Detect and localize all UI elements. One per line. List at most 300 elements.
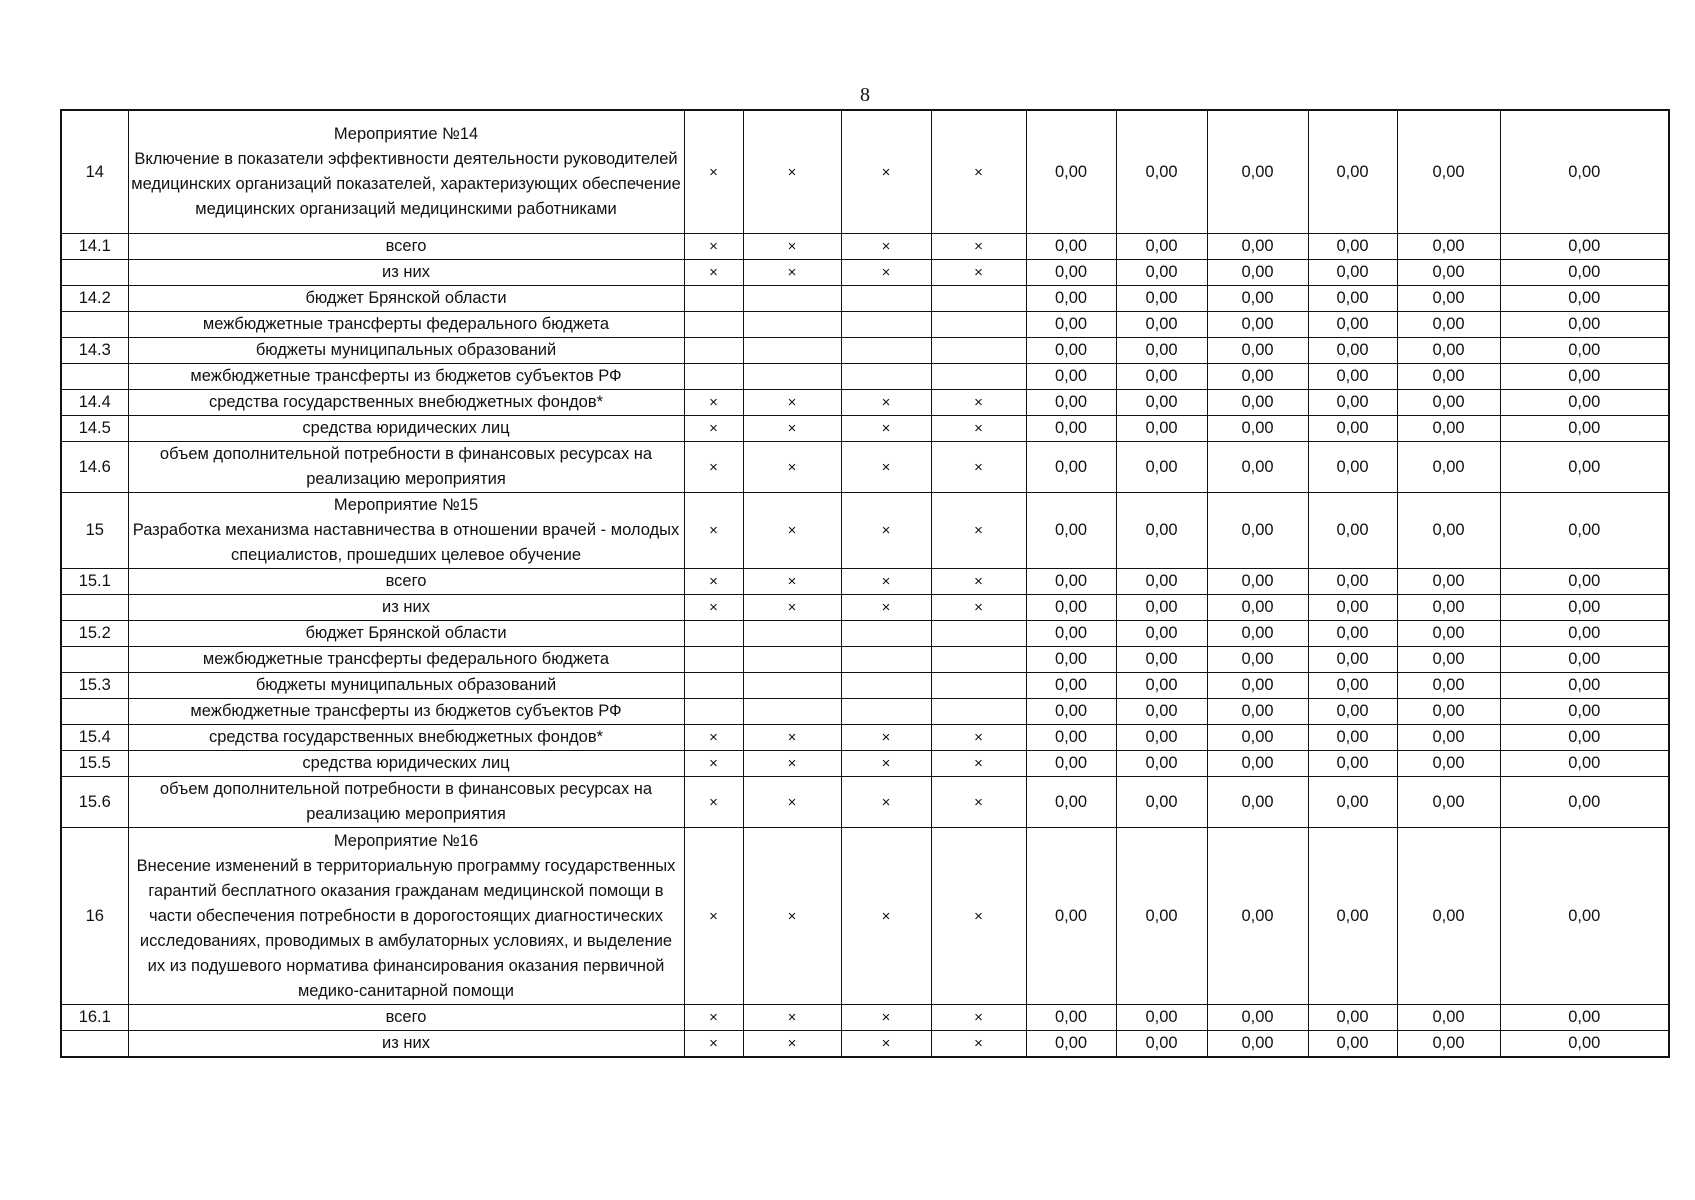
value-cell: 0,00 (1116, 751, 1207, 777)
value-cell: 0,00 (1116, 621, 1207, 647)
mark-cell (684, 338, 743, 364)
value-cell: 0,00 (1397, 725, 1500, 751)
value-cell: 0,00 (1207, 260, 1308, 286)
mark-cell: × (743, 234, 841, 260)
table-row (61, 673, 1669, 699)
value-cell: 0,00 (1116, 699, 1207, 725)
mark-cell: × (931, 390, 1026, 416)
row-code: 15.1 (61, 569, 128, 595)
value-cell: 0,00 (1500, 621, 1669, 647)
value-cell: 0,00 (1500, 647, 1669, 673)
mark-cell: × (841, 260, 931, 286)
table-row (61, 647, 1669, 673)
mark-cell (931, 338, 1026, 364)
description-line: объем дополнительной потребности в финансовых ресурсах на реализацию мероприятия (159, 445, 653, 488)
table-row (61, 493, 1669, 569)
value-cell: 0,00 (1026, 777, 1116, 828)
mark-cell: × (684, 751, 743, 777)
value-cell: 0,00 (1116, 442, 1207, 493)
value-cell: 0,00 (1026, 647, 1116, 673)
description-line: Мероприятие №16 (333, 831, 479, 850)
mark-cell: × (841, 595, 931, 621)
row-description (128, 725, 684, 751)
description-line: средства государственных внебюджетных фондов* (208, 393, 604, 411)
row-code: 14.6 (61, 442, 128, 493)
mark-cell: × (684, 1031, 743, 1058)
row-code: 14.1 (61, 234, 128, 260)
value-cell: 0,00 (1500, 442, 1669, 493)
row-description (128, 312, 684, 338)
value-cell: 0,00 (1026, 234, 1116, 260)
description-line: средства юридических лиц (302, 419, 510, 437)
value-cell: 0,00 (1397, 595, 1500, 621)
row-description (128, 828, 684, 1005)
mark-cell: × (684, 777, 743, 828)
mark-cell: × (931, 777, 1026, 828)
row-code (61, 364, 128, 390)
description-line: Мероприятие №15 (333, 496, 479, 514)
table-row (61, 725, 1669, 751)
value-cell: 0,00 (1500, 390, 1669, 416)
mark-cell: × (684, 595, 743, 621)
mark-cell: × (931, 1031, 1026, 1058)
row-description (128, 621, 684, 647)
row-code: 15.5 (61, 751, 128, 777)
value-cell: 0,00 (1397, 338, 1500, 364)
mark-cell: × (684, 1005, 743, 1031)
table-row (61, 595, 1669, 621)
table-row (61, 390, 1669, 416)
value-cell: 0,00 (1397, 312, 1500, 338)
value-cell: 0,00 (1207, 390, 1308, 416)
description-line: бюджеты муниципальных образований (255, 676, 557, 694)
value-cell: 0,00 (1500, 312, 1669, 338)
value-cell: 0,00 (1026, 828, 1116, 1005)
row-description (128, 699, 684, 725)
value-cell: 0,00 (1308, 110, 1397, 234)
value-cell: 0,00 (1026, 673, 1116, 699)
mark-cell (841, 699, 931, 725)
value-cell: 0,00 (1026, 416, 1116, 442)
value-cell: 0,00 (1500, 673, 1669, 699)
row-code (61, 1031, 128, 1058)
mark-cell: × (841, 1031, 931, 1058)
description-line: межбюджетные трансферты федерального бюджета (202, 315, 610, 333)
mark-cell: × (743, 1005, 841, 1031)
mark-cell: × (743, 390, 841, 416)
row-code: 16 (61, 828, 128, 1005)
mark-cell (841, 673, 931, 699)
mark-cell (841, 364, 931, 390)
row-code: 14.4 (61, 390, 128, 416)
mark-cell: × (931, 493, 1026, 569)
value-cell: 0,00 (1500, 234, 1669, 260)
value-cell: 0,00 (1116, 110, 1207, 234)
mark-cell: × (931, 234, 1026, 260)
mark-cell: × (684, 725, 743, 751)
row-code: 15.4 (61, 725, 128, 751)
value-cell: 0,00 (1207, 442, 1308, 493)
value-cell: 0,00 (1026, 493, 1116, 569)
value-cell: 0,00 (1116, 777, 1207, 828)
row-code: 16.1 (61, 1005, 128, 1031)
mark-cell: × (931, 828, 1026, 1005)
row-code: 14.3 (61, 338, 128, 364)
value-cell: 0,00 (1026, 286, 1116, 312)
value-cell: 0,00 (1308, 569, 1397, 595)
description-line: всего (385, 572, 427, 590)
value-cell: 0,00 (1207, 725, 1308, 751)
value-cell: 0,00 (1116, 725, 1207, 751)
table-row (61, 569, 1669, 595)
value-cell: 0,00 (1397, 442, 1500, 493)
value-cell: 0,00 (1116, 390, 1207, 416)
mark-cell: × (743, 777, 841, 828)
row-code (61, 699, 128, 725)
row-description (128, 647, 684, 673)
mark-cell: × (931, 569, 1026, 595)
value-cell: 0,00 (1397, 1005, 1500, 1031)
table-row (61, 828, 1669, 1005)
financing-table (60, 109, 1670, 1058)
value-cell: 0,00 (1207, 1005, 1308, 1031)
mark-cell: × (743, 416, 841, 442)
description-line: средства государственных внебюджетных фондов* (208, 728, 604, 746)
row-description (128, 110, 684, 234)
table-row (61, 364, 1669, 390)
value-cell: 0,00 (1207, 621, 1308, 647)
description-line: объем дополнительной потребности в финансовых ресурсах на реализацию мероприятия (159, 780, 653, 823)
value-cell: 0,00 (1397, 416, 1500, 442)
mark-cell: × (743, 493, 841, 569)
value-cell: 0,00 (1207, 673, 1308, 699)
value-cell: 0,00 (1308, 364, 1397, 390)
value-cell: 0,00 (1207, 1031, 1308, 1058)
mark-cell (684, 286, 743, 312)
mark-cell: × (684, 493, 743, 569)
mark-cell: × (931, 110, 1026, 234)
mark-cell: × (743, 751, 841, 777)
value-cell: 0,00 (1397, 621, 1500, 647)
value-cell: 0,00 (1026, 725, 1116, 751)
value-cell: 0,00 (1308, 621, 1397, 647)
description-line: всего (385, 237, 427, 255)
mark-cell: × (743, 260, 841, 286)
value-cell: 0,00 (1116, 286, 1207, 312)
mark-cell: × (931, 595, 1026, 621)
value-cell: 0,00 (1308, 751, 1397, 777)
value-cell: 0,00 (1308, 725, 1397, 751)
value-cell: 0,00 (1308, 286, 1397, 312)
mark-cell: × (841, 828, 931, 1005)
mark-cell (931, 312, 1026, 338)
value-cell: 0,00 (1308, 1031, 1397, 1058)
value-cell: 0,00 (1500, 110, 1669, 234)
value-cell: 0,00 (1397, 647, 1500, 673)
value-cell: 0,00 (1500, 595, 1669, 621)
table-body (61, 110, 1669, 1057)
value-cell: 0,00 (1397, 364, 1500, 390)
mark-cell: × (684, 260, 743, 286)
mark-cell (743, 364, 841, 390)
value-cell: 0,00 (1026, 364, 1116, 390)
mark-cell (684, 312, 743, 338)
mark-cell: × (841, 110, 931, 234)
value-cell: 0,00 (1116, 1031, 1207, 1058)
table-row (61, 110, 1669, 234)
row-description (128, 260, 684, 286)
row-description (128, 673, 684, 699)
mark-cell (841, 286, 931, 312)
value-cell: 0,00 (1026, 1031, 1116, 1058)
page-number: 8 (860, 84, 870, 106)
value-cell: 0,00 (1026, 569, 1116, 595)
row-description (128, 595, 684, 621)
table-row (61, 260, 1669, 286)
value-cell: 0,00 (1500, 260, 1669, 286)
value-cell: 0,00 (1397, 493, 1500, 569)
row-code: 14.2 (61, 286, 128, 312)
table-row (61, 751, 1669, 777)
row-description (128, 751, 684, 777)
mark-cell: × (684, 416, 743, 442)
mark-cell (684, 699, 743, 725)
mark-cell: × (743, 110, 841, 234)
mark-cell: × (684, 569, 743, 595)
value-cell: 0,00 (1397, 234, 1500, 260)
mark-cell: × (841, 234, 931, 260)
mark-cell: × (841, 569, 931, 595)
table-row (61, 621, 1669, 647)
mark-cell (931, 699, 1026, 725)
value-cell: 0,00 (1308, 647, 1397, 673)
mark-cell: × (684, 828, 743, 1005)
row-description (128, 569, 684, 595)
row-code (61, 260, 128, 286)
value-cell: 0,00 (1207, 338, 1308, 364)
value-cell: 0,00 (1308, 416, 1397, 442)
mark-cell: × (841, 493, 931, 569)
value-cell: 0,00 (1116, 673, 1207, 699)
description-line: средства юридических лиц (302, 754, 510, 772)
row-description (128, 442, 684, 493)
value-cell: 0,00 (1500, 777, 1669, 828)
value-cell: 0,00 (1116, 260, 1207, 286)
mark-cell: × (931, 1005, 1026, 1031)
row-code: 15.3 (61, 673, 128, 699)
value-cell: 0,00 (1500, 699, 1669, 725)
value-cell: 0,00 (1397, 286, 1500, 312)
value-cell: 0,00 (1397, 673, 1500, 699)
mark-cell: × (841, 777, 931, 828)
row-description (128, 1031, 684, 1058)
description-line: из них (382, 598, 430, 616)
value-cell: 0,00 (1207, 364, 1308, 390)
mark-cell: × (931, 442, 1026, 493)
value-cell: 0,00 (1026, 390, 1116, 416)
value-cell: 0,00 (1026, 110, 1116, 234)
table-row (61, 338, 1669, 364)
mark-cell: × (931, 260, 1026, 286)
value-cell: 0,00 (1026, 338, 1116, 364)
description-line: бюджет Брянской области (305, 289, 507, 307)
mark-cell (931, 286, 1026, 312)
description-line: межбюджетные трансферты из бюджетов субъектов РФ (190, 367, 622, 385)
row-code (61, 312, 128, 338)
mark-cell (684, 673, 743, 699)
mark-cell: × (841, 751, 931, 777)
value-cell: 0,00 (1397, 751, 1500, 777)
value-cell: 0,00 (1116, 595, 1207, 621)
row-description (128, 234, 684, 260)
mark-cell (743, 312, 841, 338)
table-row (61, 286, 1669, 312)
row-description (128, 493, 684, 569)
mark-cell (684, 364, 743, 390)
value-cell: 0,00 (1397, 260, 1500, 286)
row-code: 15.6 (61, 777, 128, 828)
value-cell: 0,00 (1308, 777, 1397, 828)
mark-cell (684, 621, 743, 647)
value-cell: 0,00 (1397, 569, 1500, 595)
value-cell: 0,00 (1207, 110, 1308, 234)
row-code (61, 647, 128, 673)
row-description (128, 286, 684, 312)
value-cell: 0,00 (1026, 442, 1116, 493)
value-cell: 0,00 (1116, 234, 1207, 260)
mark-cell (684, 647, 743, 673)
value-cell: 0,00 (1308, 260, 1397, 286)
value-cell: 0,00 (1308, 595, 1397, 621)
mark-cell: × (743, 595, 841, 621)
mark-cell (931, 647, 1026, 673)
mark-cell (841, 338, 931, 364)
description-line: Внесение изменений в территориальную программу государственных гарантий бесплатного оказания гражданам медицинской помощи в части обеспечения потребности в дорогостоящих диагностических исследованиях, проводимых в амбулаторных условиях, и выделение их из подушевого норматива финансирования оказания первичной медико-санитарной помощи (136, 856, 676, 1000)
row-code: 14.5 (61, 416, 128, 442)
value-cell: 0,00 (1397, 699, 1500, 725)
mark-cell: × (841, 442, 931, 493)
mark-cell: × (841, 416, 931, 442)
mark-cell: × (684, 110, 743, 234)
row-description (128, 777, 684, 828)
value-cell: 0,00 (1500, 751, 1669, 777)
value-cell: 0,00 (1026, 621, 1116, 647)
value-cell: 0,00 (1116, 647, 1207, 673)
table-row (61, 1005, 1669, 1031)
value-cell: 0,00 (1207, 699, 1308, 725)
table-row (61, 777, 1669, 828)
value-cell: 0,00 (1308, 312, 1397, 338)
value-cell: 0,00 (1116, 312, 1207, 338)
value-cell: 0,00 (1207, 493, 1308, 569)
mark-cell (841, 647, 931, 673)
value-cell: 0,00 (1116, 493, 1207, 569)
value-cell: 0,00 (1397, 390, 1500, 416)
value-cell: 0,00 (1026, 699, 1116, 725)
mark-cell (743, 338, 841, 364)
value-cell: 0,00 (1308, 699, 1397, 725)
row-description (128, 364, 684, 390)
value-cell: 0,00 (1207, 286, 1308, 312)
value-cell: 0,00 (1116, 1005, 1207, 1031)
description-line: бюджеты муниципальных образований (255, 341, 557, 359)
description-line: из них (382, 1034, 430, 1052)
mark-cell: × (841, 1005, 931, 1031)
mark-cell: × (841, 390, 931, 416)
row-code: 15.2 (61, 621, 128, 647)
value-cell: 0,00 (1026, 312, 1116, 338)
mark-cell (841, 312, 931, 338)
value-cell: 0,00 (1308, 493, 1397, 569)
mark-cell (931, 673, 1026, 699)
mark-cell (931, 364, 1026, 390)
value-cell: 0,00 (1026, 260, 1116, 286)
value-cell: 0,00 (1397, 110, 1500, 234)
row-code (61, 595, 128, 621)
value-cell: 0,00 (1500, 1031, 1669, 1058)
mark-cell (841, 621, 931, 647)
value-cell: 0,00 (1207, 828, 1308, 1005)
value-cell: 0,00 (1207, 416, 1308, 442)
value-cell: 0,00 (1397, 777, 1500, 828)
mark-cell (931, 621, 1026, 647)
mark-cell: × (841, 725, 931, 751)
row-description (128, 390, 684, 416)
row-description (128, 416, 684, 442)
value-cell: 0,00 (1308, 390, 1397, 416)
mark-cell: × (684, 390, 743, 416)
description-line: из них (382, 263, 430, 281)
value-cell: 0,00 (1026, 1005, 1116, 1031)
table-row (61, 234, 1669, 260)
description-line: бюджет Брянской области (305, 624, 507, 642)
table-row (61, 1031, 1669, 1058)
mark-cell: × (743, 1031, 841, 1058)
value-cell: 0,00 (1116, 828, 1207, 1005)
value-cell: 0,00 (1308, 1005, 1397, 1031)
value-cell: 0,00 (1207, 647, 1308, 673)
mark-cell (743, 647, 841, 673)
mark-cell (743, 621, 841, 647)
value-cell: 0,00 (1207, 569, 1308, 595)
value-cell: 0,00 (1116, 569, 1207, 595)
mark-cell: × (743, 828, 841, 1005)
mark-cell: × (931, 725, 1026, 751)
value-cell: 0,00 (1500, 416, 1669, 442)
row-description (128, 1005, 684, 1031)
description-line: Мероприятие №14 (333, 125, 479, 143)
row-description (128, 338, 684, 364)
value-cell: 0,00 (1207, 751, 1308, 777)
mark-cell: × (743, 442, 841, 493)
value-cell: 0,00 (1500, 338, 1669, 364)
mark-cell: × (931, 416, 1026, 442)
row-code: 15 (61, 493, 128, 569)
value-cell: 0,00 (1308, 673, 1397, 699)
value-cell: 0,00 (1116, 338, 1207, 364)
value-cell: 0,00 (1308, 828, 1397, 1005)
value-cell: 0,00 (1026, 751, 1116, 777)
value-cell: 0,00 (1397, 1031, 1500, 1058)
mark-cell: × (743, 725, 841, 751)
table-row (61, 416, 1669, 442)
mark-cell: × (684, 442, 743, 493)
mark-cell: × (743, 569, 841, 595)
mark-cell: × (931, 751, 1026, 777)
value-cell: 0,00 (1500, 725, 1669, 751)
value-cell: 0,00 (1500, 286, 1669, 312)
value-cell: 0,00 (1116, 364, 1207, 390)
